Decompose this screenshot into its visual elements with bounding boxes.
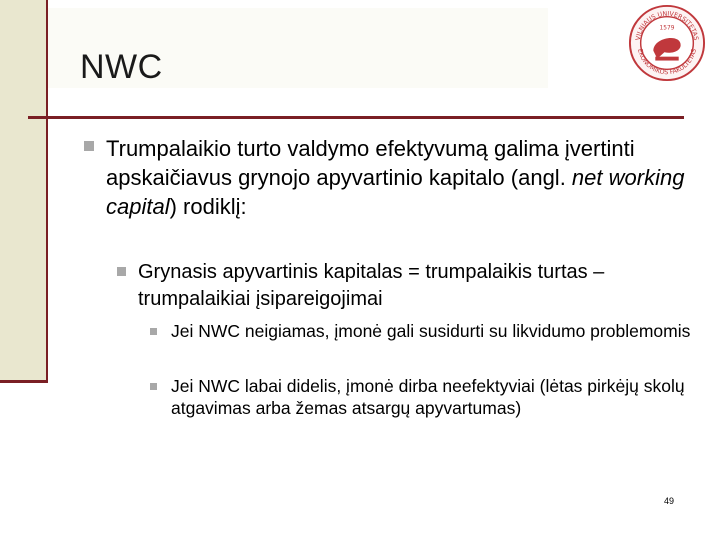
bullet-marker-l2 [117, 267, 126, 276]
university-seal-icon [628, 4, 706, 82]
bullet-level1-text-end: ) rodiklį: [169, 194, 247, 219]
slide-title: NWC [80, 48, 163, 86]
bullet-level1 [106, 134, 696, 221]
bullet-level3-item: Jei NWC labai didelis, įmonė dirba neefektyviai (lėtas pirkėjų skolų atgavimas arba žemas atsargų apyvartumas) [171, 376, 685, 418]
page-number: 49 [664, 496, 675, 506]
bullet-marker-l3-1 [150, 328, 157, 335]
bullet-level2: Grynasis apyvartinis kapitalas = trumpalaikis turtas – trumpalaikiai įsipareigojimai [138, 261, 605, 310]
title-rule [28, 116, 684, 119]
bullet-marker-l1 [84, 141, 94, 151]
bullet-level3-item: Jei NWC neigiamas, įmonė gali susidurti su likvidumo problemomis [171, 321, 691, 341]
logo-ring-top: VILNIAUS UNIVERSITETAS [634, 10, 700, 41]
left-decor-underline [0, 380, 48, 383]
logo-year: 1579 [659, 25, 675, 32]
bullet-level1-italic: net working capital [106, 165, 685, 219]
bullet-level1-text: Trumpalaikio turto valdymo efektyvumą galima įvertinti apskaičiavus grynojo apyvartinio kapitalo (angl. [106, 136, 635, 190]
left-decor-band [0, 0, 46, 380]
bullet-marker-l3-2 [150, 383, 157, 390]
logo-ring-bottom: EKONOMIKOS FAKULTETAS [636, 48, 698, 77]
